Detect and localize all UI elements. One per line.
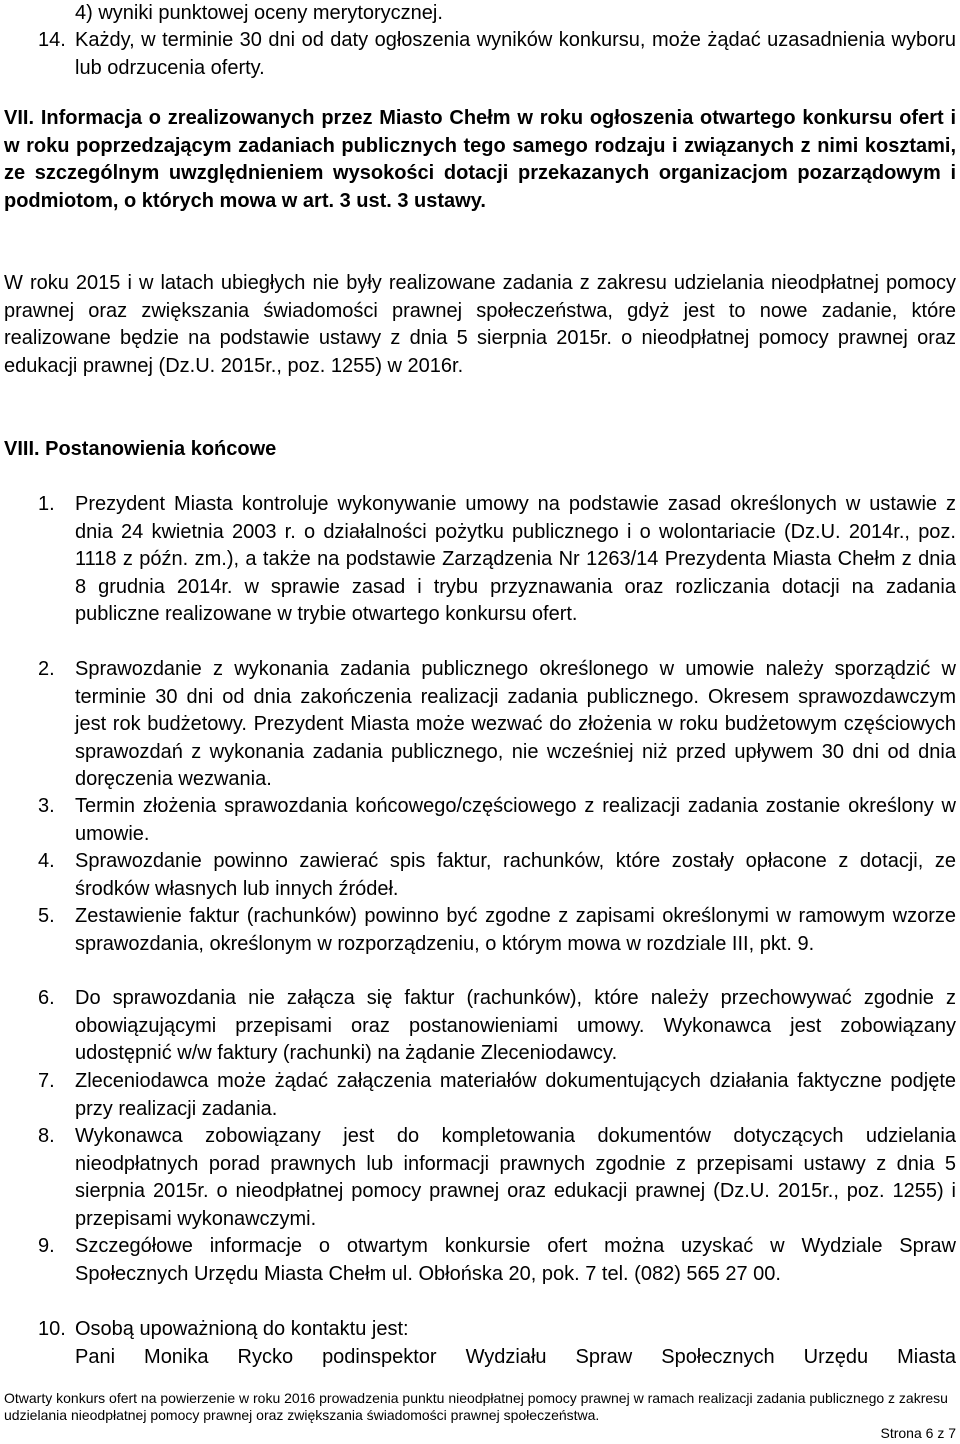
item-text: Zestawienie faktur (rachunków) powinno być zgodne z zapisami określonymi w ramowym wzorze sprawozdania, określonym w rozporządzeniu, o którym mowa w rozdziale III, pkt. 9. <box>75 905 956 955</box>
list-item <box>0 1233 956 1288</box>
item-number: 9. <box>38 1235 55 1257</box>
list-item <box>0 491 956 629</box>
list-item <box>0 848 956 903</box>
section-heading: VII. Informacja o zrealizowanych przez Miasto Chełm w roku ogłoszenia otwartego konkursu ofert i w roku poprzedzającym zadaniach publicznych tego samego rodzaju i związanych z nimi kosztami, ze szczególnym uwzględnieniem wysokości dotacji przekazanych organizacjom pozarządowym i podmiotom, o których mowa w art. 3 ust. 3 ustawy. <box>4 107 956 212</box>
item-number: 7. <box>38 1070 55 1092</box>
list-item <box>0 985 956 1068</box>
item-number: 1. <box>38 493 55 515</box>
page-footer: Otwarty konkurs ofert na powierzenie w roku 2016 prowadzenia punktu nieodpłatnej pomocy prawnej w ramach realizacji zadania publicznego z zakresu udzielania nieodpłatnej pomocy prawnej oraz zwiększania świadomości prawnej społeczeństwa. <box>4 1390 948 1423</box>
item-text: Sprawozdanie powinno zawierać spis faktur, rachunków, które zostały opłacone z dotacji, ze środków własnych lub innych źródeł. <box>75 850 956 900</box>
item-number: 14. <box>38 29 66 51</box>
item-text: Każdy, w terminie 30 dni od daty ogłoszenia wyników konkursu, może żądać uzasadnienia wyboru lub odrzucenia oferty. <box>75 29 956 79</box>
criteria-line: 4) wyniki punktowej oceny merytorycznej. <box>75 2 443 24</box>
section-title: VIII. Postanowienia końcowe <box>4 438 277 460</box>
item-number: 3. <box>38 795 55 817</box>
item-number: 5. <box>38 905 55 927</box>
item-number: 4. <box>38 850 55 872</box>
item-text: Zleceniodawca może żądać załączenia materiałów dokumentujących działania faktyczne podjęte przy realizacji zadania. <box>75 1070 956 1120</box>
item-text: Do sprawozdania nie załącza się faktur (rachunków), które należy przechowywać zgodnie z obowiązującymi przepisami oraz postanowieniami umowy. Wykonawca jest zobowiązany udostępnić w/w faktury (rachunki) na żądanie Zleceniodawcy. <box>75 987 956 1064</box>
item-text: Szczegółowe informacje o otwartym konkursie ofert można uzyskać w Wydziale Spraw Społecznych Urzędu Miasta Chełm ul. Obłońska 20, pok. 7 tel. (082) 565 27 00. <box>75 1235 956 1285</box>
item-text: Osobą upoważnioną do kontaktu jest: <box>75 1318 409 1340</box>
list-item <box>0 1316 956 1371</box>
list-item <box>0 793 956 848</box>
list-item <box>0 1068 956 1123</box>
list-item <box>0 0 956 28</box>
list-item <box>0 1123 956 1233</box>
list-item <box>0 656 956 794</box>
item-text: Sprawozdanie z wykonania zadania publicznego określonego w umowie należy sporządzić w terminie 30 dni od dnia zakończenia realizacji zadania publicznego. Okresem sprawozdawczym jest rok budżetowy. Prezydent Miasta może wezwać do złożenia w roku budżetowym częściowych sprawozdań z wykonania zadania publicznego, nie wcześniej niż przed upływem 30 dni od dnia doręczenia wezwania. <box>75 658 956 790</box>
item-number: 8. <box>38 1125 55 1147</box>
item-text: Prezydent Miasta kontroluje wykonywanie umowy na podstawie zasad określonych w ustawie z dnia 24 kwietnia 2003 r. o działalności pożytku publicznego i o wolontariacie (Dz.U. 2014r., poz. 1118 z późn. zm.), a także na podstawie Zarządzenia Nr 1263/14 Prezydenta Miasta Chełm z dnia 8 grudnia 2014r. w sprawie zasad i trybu przyznawania oraz rozliczania dotacji na zadania publiczne realizowane w trybie otwartego konkursu ofert. <box>75 493 956 625</box>
item-number: 6. <box>38 987 55 1009</box>
list-item <box>0 27 956 82</box>
contact-person: Pani Monika Rycko podinspektor Wydziału Spraw Społecznych Urzędu Miasta <box>75 1345 956 1368</box>
item-text: Termin złożenia sprawozdania końcowego/częściowego z realizacji zadania zostanie określony w umowie. <box>75 795 956 845</box>
page-number: Strona 6 z 7 <box>880 1425 956 1441</box>
item-number: 2. <box>38 658 55 680</box>
item-number: 10. <box>38 1318 66 1340</box>
section-paragraph: W roku 2015 i w latach ubiegłych nie były realizowane zadania z zakresu udzielania nieodpłatnej pomocy prawnej oraz zwiększania świadomości prawnej społeczeństwa, gdyż jest to nowe zadanie, które realizowane będzie na podstawie ustawy z dnia 5 sierpnia 2015r. o nieodpłatnej pomocy prawnej oraz edukacji prawnej (Dz.U. 2015r., poz. 1255) w 2016r. <box>4 272 956 377</box>
list-item <box>0 903 956 958</box>
item-text: Wykonawca zobowiązany jest do kompletowania dokumentów dotyczących udzielania nieodpłatnych porad prawnych lub informacji prawnych zgodnie z przepisami ustawy z dnia 5 sierpnia 2015r. o nieodpłatnej pomocy prawnej oraz edukacji prawnej (Dz.U. 2015r., poz. 1255) i przepisami wykonawczymi. <box>75 1125 956 1230</box>
